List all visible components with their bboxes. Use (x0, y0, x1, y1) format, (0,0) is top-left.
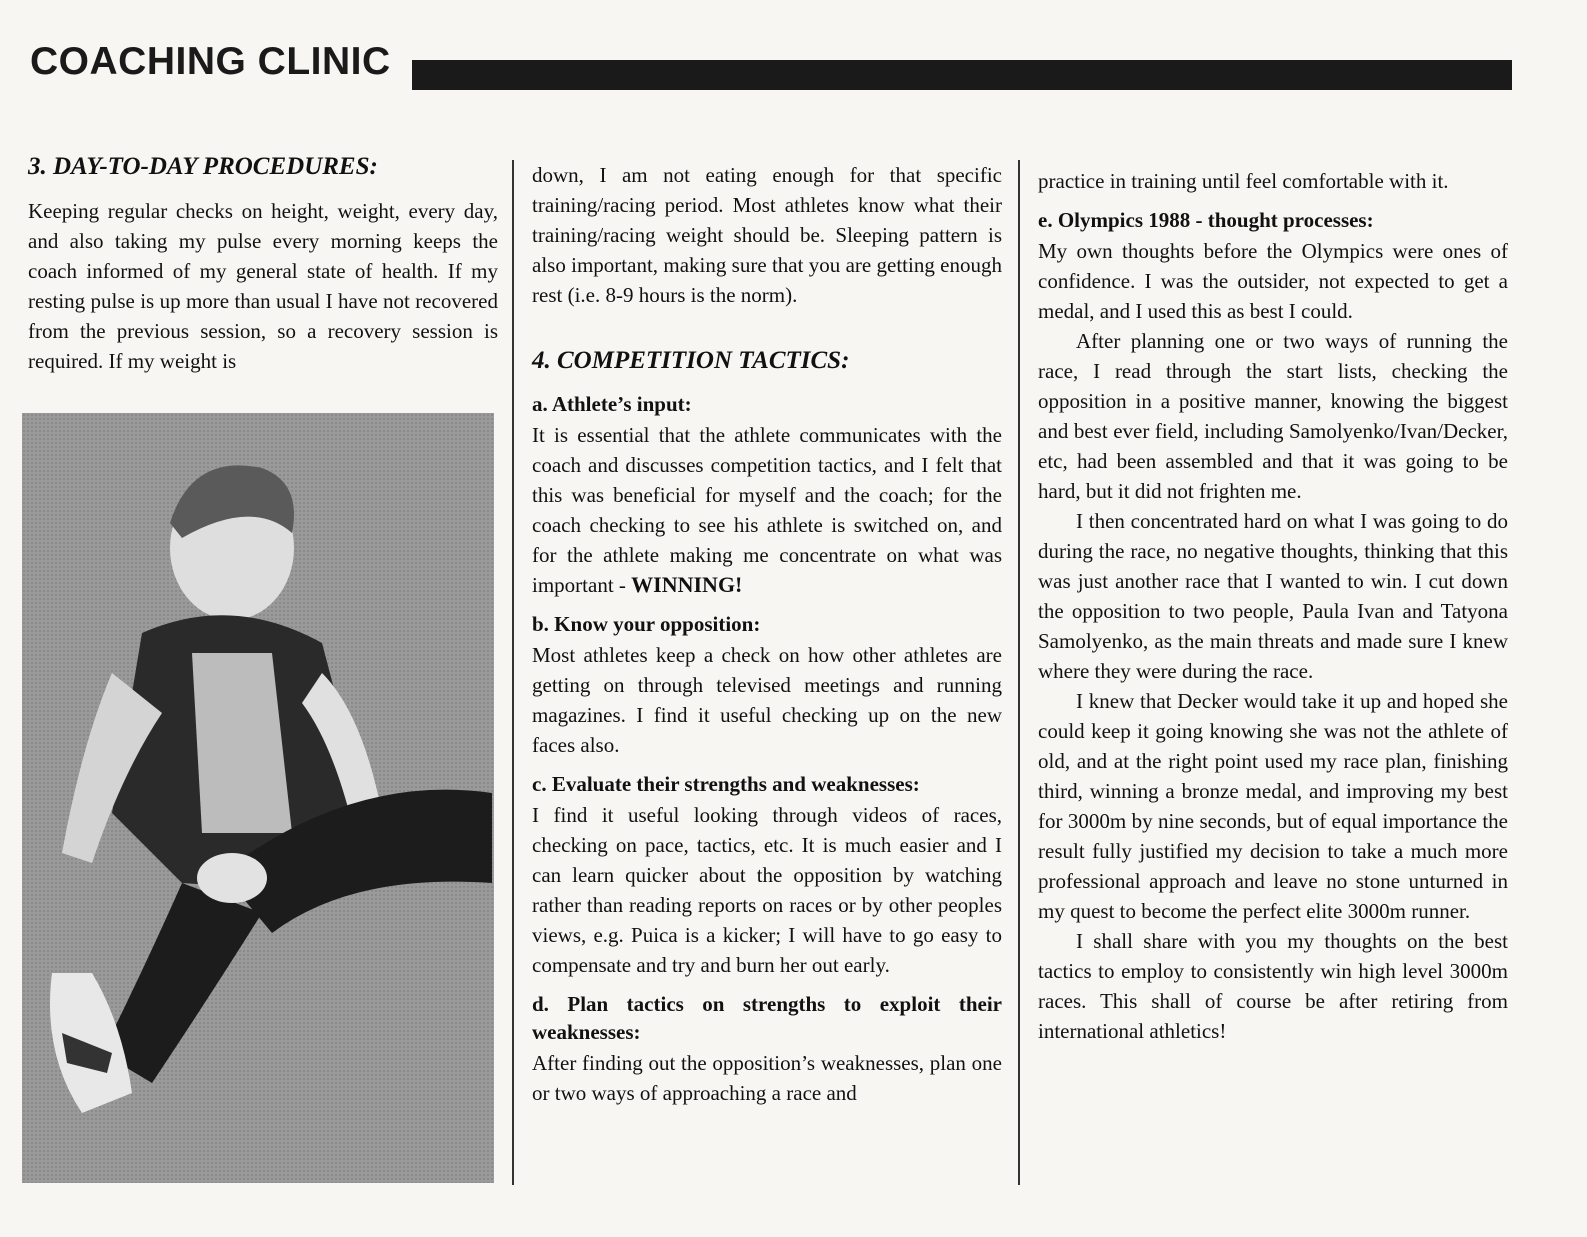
page-header (30, 40, 1530, 90)
paragraph-e-1: My own thoughts before the Olympics were ones of confidence. I was the outsider, not expected to get a medal, and I used this as best I could. (1038, 239, 1508, 323)
header-title: COACHING CLINIC (30, 40, 391, 83)
paragraph-e-2: After planning one or two ways of running the race, I read through the start lists, checking the opposition in a positive manner, knowing the biggest and best ever field, including Samolyenko/Ivan/Decker, etc, had been assembled and that it was going to be hard, but it did not frighten me. (1038, 329, 1508, 503)
section-3-title: 3. DAY-TO-DAY PROCEDURES: (28, 153, 378, 180)
paragraph-a-text: It is essential that the athlete communicates with the coach and discusses competition tactics, and I felt that this was beneficial for myself and the coach; for the coach checking to see his athlete is switched on, and for the athlete making me concentrate on what was important - (532, 423, 1002, 597)
continued-text-3: practice in training until feel comfortable with it. (1038, 169, 1449, 193)
section-4-title: 4. COMPETITION TACTICS: (532, 347, 850, 374)
column-3 (1038, 166, 1508, 1046)
column-rule-2 (1018, 160, 1020, 1185)
paragraph-a (532, 420, 1002, 600)
column-rule-1 (512, 160, 514, 1185)
subhead-c: c. Evaluate their strengths and weaknesses: (532, 772, 920, 796)
paragraph-e-5: I shall share with you my thoughts on the best tactics to employ to consistently win high level 3000m races. This shall of course be after retiring from international athletics! (1038, 929, 1508, 1043)
subhead-a: a. Athlete’s input: (532, 392, 692, 416)
photo-illustration (22, 413, 494, 1183)
column-1 (28, 152, 498, 376)
column-2 (532, 160, 1002, 1108)
paragraph-e-3: I then concentrated hard on what I was going to do during the race, no negative thoughts, thinking that this was just another race that I wanted to win. I cut down the opposition to two people, Paula Ivan and Tatyona Samolyenko, as the main threats and made sure I knew where they were during the race. (1038, 509, 1508, 683)
paragraph-e-4: I knew that Decker would take it up and hoped she could keep it going knowing she was not the athlete of old, and at the right point used my race plan, finishing third, winning a bronze medal, and improving my best for 3000m by nine seconds, but of equal importance the result fully justified my decision to take a much more professional approach and leave no stone unturned in my quest to become the perfect elite 3000m runner. (1038, 689, 1508, 923)
continued-text: down, I am not eating enough for that specific training/racing period. Most athletes know what their training/racing weight should be. Sleeping pattern is also important, making sure that you are getting enough rest (i.e. 8-9 hours is the norm). (532, 163, 1002, 307)
subhead-e: e. Olympics 1988 - thought processes: (1038, 208, 1374, 232)
section-3-text: Keeping regular checks on height, weight, every day, and also taking my pulse every morning keeps the coach informed of my general state of health. If my resting pulse is up more than usual I have not recovered from the previous session, so a recovery session is required. If my weight is (28, 199, 498, 373)
header-bar (412, 60, 1512, 90)
subhead-d: d. Plan tactics on strengths to exploit their weaknesses: (532, 992, 1002, 1044)
paragraph-d: After finding out the opposition’s weaknesses, plan one or two ways of approaching a race and (532, 1051, 1002, 1105)
paragraph-c: I find it useful looking through videos of races, checking on pace, tactics, etc. It is much easier and I can learn quicker about the opposition by watching rather than reading reports on races or by other peoples views, e.g. Puica is a kicker; I will have to go easy to compensate and try and burn her out early. (532, 803, 1002, 977)
subhead-b: b. Know your opposition: (532, 612, 761, 636)
paragraph-b: Most athletes keep a check on how other athletes are getting on through televised meetings and running magazines. I find it useful checking up on the new faces also. (532, 643, 1002, 757)
athlete-stretching-photo (22, 413, 494, 1183)
winning-emphasis: WINNING! (631, 572, 743, 597)
